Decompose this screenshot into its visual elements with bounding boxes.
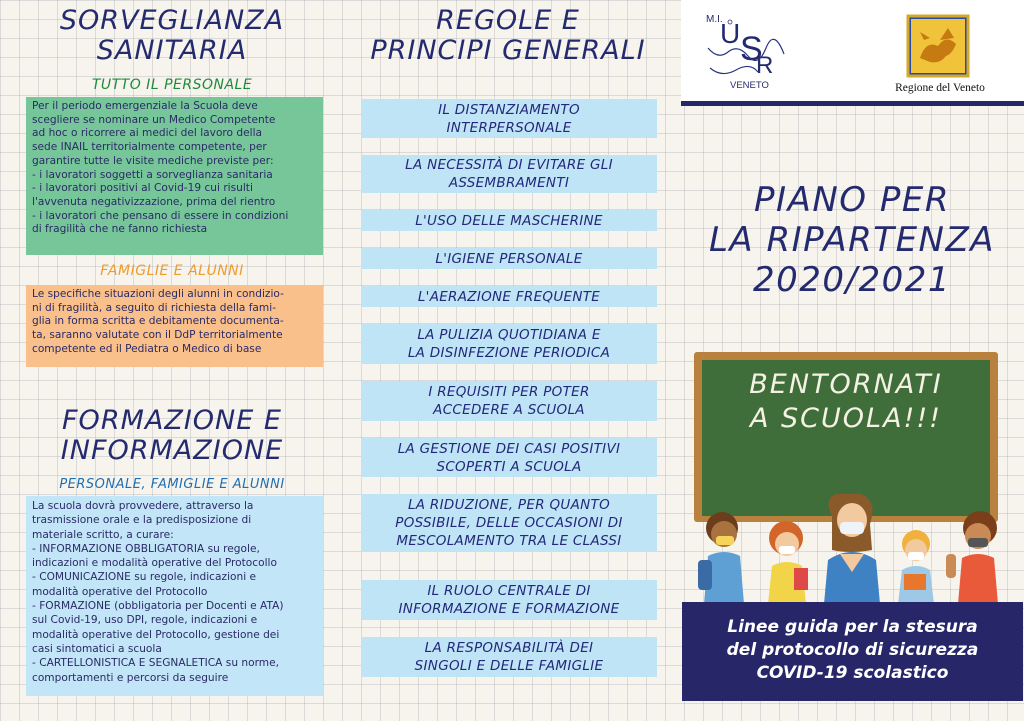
usr-veneto-text: VENETO <box>730 80 769 91</box>
usr-mi-text: M.I. <box>706 14 723 25</box>
chalkboard-text: BENTORNATI A SCUOLA!!! <box>749 369 943 434</box>
rule-item: LA RIDUZIONE, PER QUANTO POSSIBILE, DELLE OCCASIONI DI MESCOLAMENTO TRA LE CLASSI <box>361 494 657 552</box>
usr-u-letter: U <box>720 18 741 49</box>
formazione-subtitle: PERSONALE, FAMIGLIE E ALUNNI <box>59 477 285 492</box>
regione-veneto-logo <box>880 10 1000 100</box>
child-figure-1 <box>698 512 744 604</box>
famiglie-box: Le specifiche situazioni degli alunni in condizio- ni di fragilità, a seguito di richiesta della fami- glia in forma scritta e debitamente documenta- ta, saranno valutate con il DdP territorialmente competente ed il Pediatra o Medico di base <box>26 285 323 367</box>
rule-item: LA NECESSITÀ DI EVITARE GLI ASSEMBRAMENTI <box>361 155 657 193</box>
child-figure-2 <box>768 521 808 604</box>
teacher-children-illustration <box>690 494 1020 604</box>
rule-item: IL RUOLO CENTRALE DI INFORMAZIONE E FORMAZIONE <box>361 580 657 620</box>
rule-item: LA RESPONSABILITÀ DEI SINGOLI E DELLE FAMIGLIE <box>361 637 657 677</box>
sorveglianza-box: Per il periodo emergenziale la Scuola deve scegliere se nominare un Medico Competente ad hoc o ricorrere ai medici del lavoro della sede INAIL territorialmente competente, per garantire tutte le visite mediche previste per: - i lavoratori soggetti a sorveglianza sanitaria - i lavoratori positivi al Covid-19 cui risulti l'avvenuta negativizzazione, prima del rientro - i lavoratori che pensano di essere in condizioni di fragilità che ne fanno richiesta <box>26 97 323 255</box>
usr-logo <box>700 8 790 94</box>
usr-r-letter: R <box>756 52 774 79</box>
footer-banner <box>682 602 1023 701</box>
piano-title: PIANO PER LA RIPARTENZA 2020/2021 <box>708 180 996 300</box>
formazione-title: FORMAZIONE E INFORMAZIONE <box>60 405 284 466</box>
rule-item: L'IGIENE PERSONALE <box>361 248 657 269</box>
usr-s-letter: S <box>740 30 763 68</box>
rule-item: L'USO DELLE MASCHERINE <box>361 210 657 231</box>
usr-wave-icon <box>700 8 790 94</box>
child-figure-3 <box>898 530 934 604</box>
rule-item: IL DISTANZIAMENTO INTERPERSONALE <box>361 99 657 138</box>
footer-text: Linee guida per la stesura del protocollo di sicurezza COVID-19 scolastico <box>726 617 979 683</box>
formazione-box: La scuola dovrà provvedere, attraverso la trasmissione orale e la predisposizione di materiale scritto, a curare: - INFORMAZIONE OBBLIGATORIA su regole, indicazioni e modalità operative del Protocollo - COMUNICAZIONE su regole, indicazioni e modalità operative del Protocollo - FORMAZIONE (obbligatoria per Docenti e ATA) sul Covid-19, uso DPI, regole, indicazioni e modalità operative del Protocollo, gestione dei casi sintomatici a scuola - CARTELLONISTICA E SEGNALETICA su norme, comportamenti e percorsi da seguire <box>26 496 323 696</box>
regione-label: Regione del Veneto <box>895 82 985 94</box>
rule-item: LA PULIZIA QUOTIDIANA E LA DISINFEZIONE PERIODICA <box>361 324 657 364</box>
rule-item: I REQUISITI PER POTER ACCEDERE A SCUOLA <box>361 381 657 421</box>
teacher-figure <box>824 494 880 604</box>
rule-item: LA GESTIONE DEI CASI POSITIVI SCOPERTI A SCUOLA <box>361 438 657 477</box>
lion-crest-icon <box>880 10 1000 80</box>
regole-title: REGOLE E PRINCIPI GENERALI <box>370 5 646 66</box>
logo-divider <box>681 101 1024 106</box>
sorveglianza-title: SORVEGLIANZA SANITARIA <box>59 5 285 66</box>
rule-item: L'AERAZIONE FREQUENTE <box>361 286 657 307</box>
child-figure-4 <box>946 511 998 604</box>
famiglie-subtitle: FAMIGLIE E ALUNNI <box>100 263 244 279</box>
sorveglianza-subtitle: TUTTO IL PERSONALE <box>91 77 253 93</box>
